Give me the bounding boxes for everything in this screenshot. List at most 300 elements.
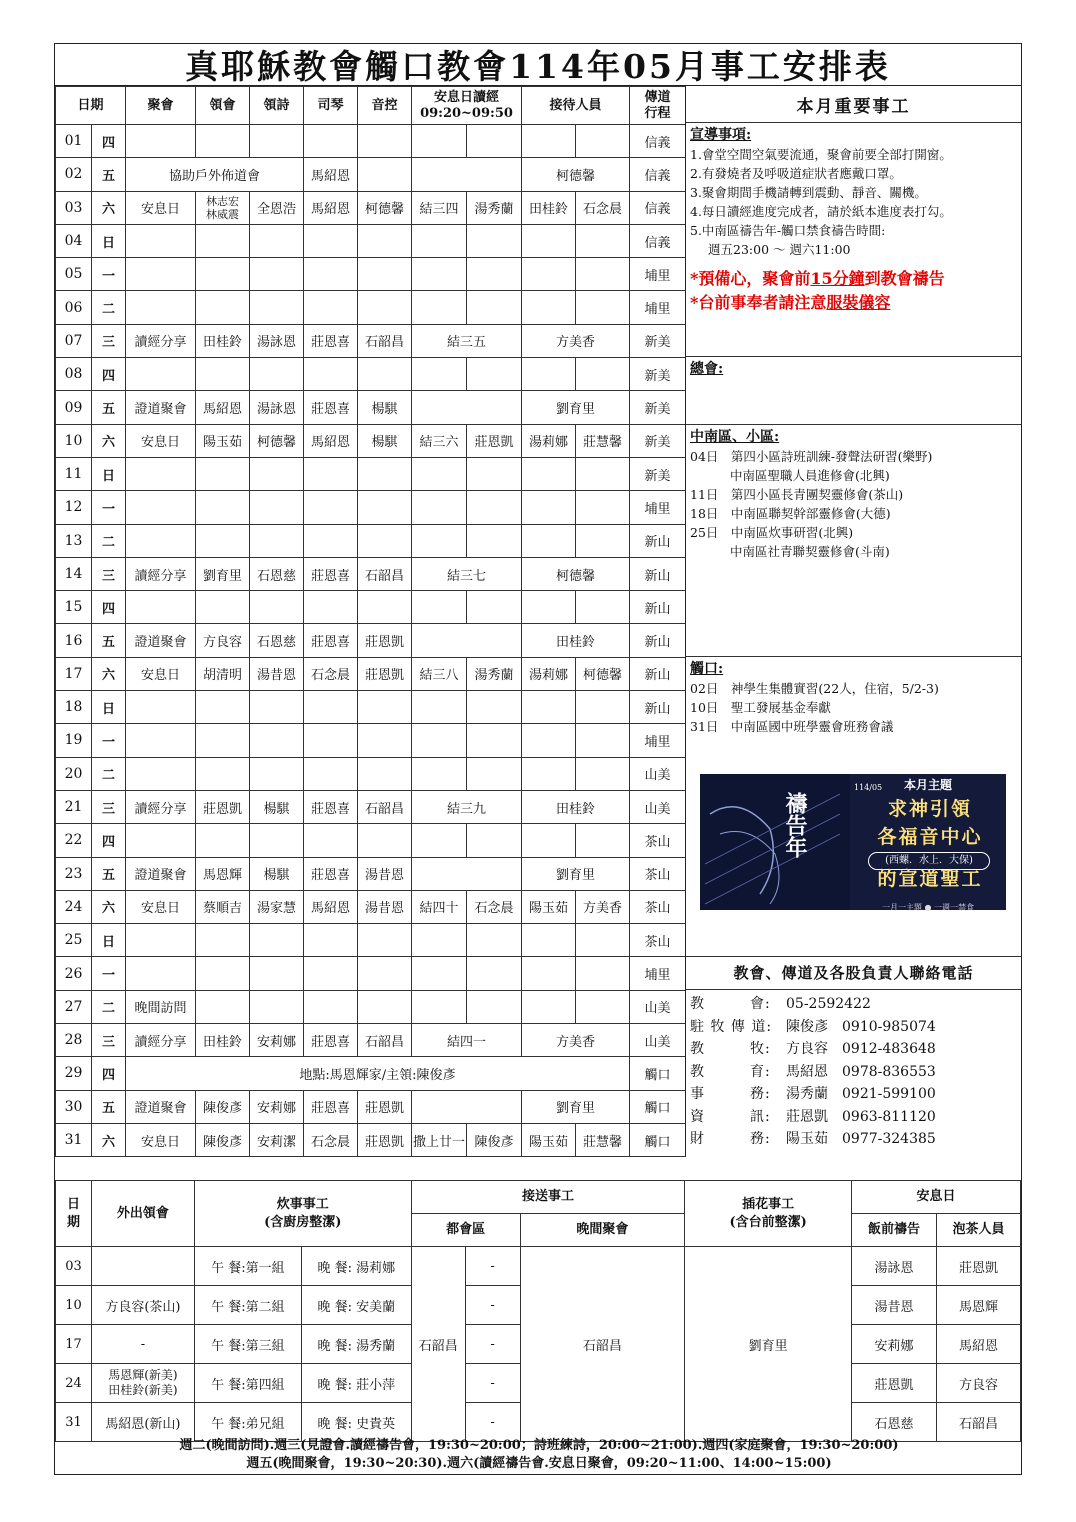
hymn-leader: 安莉潔 (250, 1123, 304, 1156)
contact-role: 財 務: (690, 1131, 771, 1147)
reception: 莊慧馨 (576, 1123, 630, 1156)
contact-value: 馬紹恩 0978-836553 (786, 1063, 936, 1080)
meal-prayer: 莊恩凱 (852, 1364, 937, 1403)
leader: 劉育里 (196, 557, 250, 590)
hymn-leader (250, 258, 304, 291)
sound-control: 石韶昌 (358, 324, 412, 357)
reading-chapter (412, 757, 467, 790)
reception (522, 990, 576, 1023)
reading-leader: 湯秀蘭 (467, 657, 522, 690)
local-event: 31日 中南區國中班學靈會班務會議 (690, 719, 894, 734)
reading-leader (467, 591, 522, 624)
reception (522, 957, 576, 990)
hymn-leader (250, 491, 304, 524)
hymn-leader (250, 457, 304, 490)
organist: 莊恩喜 (304, 324, 358, 357)
leader: 馬恩輝 (196, 857, 250, 890)
day-number: 10 (56, 424, 92, 457)
reading-chapter: 結四一 (412, 1024, 522, 1057)
hymn-leader: 湯家慧 (250, 890, 304, 923)
reading-chapter: 結三六 (412, 424, 467, 457)
announce-item: 5.中南區禱告年-觸口禁食禱告時間: (690, 223, 886, 238)
header-route: 傳道 行程 (630, 87, 686, 125)
meeting-type (126, 491, 196, 524)
organist (304, 224, 358, 257)
header-hymn: 領詩 (250, 87, 304, 125)
reading-leader (467, 491, 522, 524)
preacher-route: 茶山 (630, 824, 686, 857)
meal-prayer: 石恩慈 (852, 1403, 937, 1442)
schedule-row (56, 291, 686, 324)
city-transport: - (465, 1364, 520, 1403)
duty-header-city: 都會區 (411, 1214, 520, 1247)
organist (304, 358, 358, 391)
local-event: 02日 神學生集體實習(22人，住宿，5/2-3) (690, 681, 939, 696)
meeting-type: 安息日 (126, 424, 196, 457)
schedule-row (56, 491, 686, 524)
meal-prayer: 湯昔恩 (852, 1286, 937, 1325)
leader: 田桂鈴 (196, 324, 250, 357)
meeting-type (126, 224, 196, 257)
reception (576, 224, 630, 257)
preacher-route: 觸口 (630, 1090, 686, 1123)
banner-head: 本月主題 (903, 777, 952, 792)
sound-control: 石韶昌 (358, 557, 412, 590)
reception: 方美香 (522, 324, 630, 357)
reception (576, 724, 630, 757)
duty-header-transport: 接送事工 (411, 1181, 685, 1214)
day-number: 27 (56, 990, 92, 1023)
leader: 馬紹恩 (196, 391, 250, 424)
reception (576, 258, 630, 291)
leader: 胡清明 (196, 657, 250, 690)
weekday: 一 (92, 957, 126, 990)
preacher-route: 新美 (630, 424, 686, 457)
preacher-route: 新山 (630, 557, 686, 590)
local-title: 觸口: (690, 661, 724, 677)
leader (196, 691, 250, 724)
reception: 田桂鈴 (522, 624, 630, 657)
leader (196, 824, 250, 857)
duty-header-date: 日 期 (56, 1181, 92, 1247)
reception (522, 125, 576, 158)
schedule-row (56, 224, 686, 257)
hymn-leader: 湯昔恩 (250, 657, 304, 690)
announce-item: 2.有發燒者及呼吸道症狀者應戴口罩。 (690, 166, 902, 181)
tea-server: 方良容 (937, 1364, 1021, 1403)
meeting-type: 晚間訪問 (126, 990, 196, 1023)
leader (196, 491, 250, 524)
general-assembly-section (685, 357, 1021, 425)
schedule-row (56, 757, 686, 790)
day-number: 01 (56, 125, 92, 158)
lunch-duty: 午 餐:第三組 (194, 1325, 301, 1364)
contact-row (690, 1128, 1017, 1151)
day-number: 28 (56, 1024, 92, 1057)
meeting-type (126, 757, 196, 790)
sound-control (358, 757, 412, 790)
day-number: 20 (56, 757, 92, 790)
schedule-row (56, 890, 686, 923)
meeting-type: 安息日 (126, 191, 196, 224)
reception (522, 358, 576, 391)
schedule-row (56, 657, 686, 690)
meeting-type (126, 591, 196, 624)
schedule-row (56, 391, 686, 424)
hymn-leader (250, 924, 304, 957)
reading-chapter: 結四十 (412, 890, 467, 923)
reading-chapter (412, 957, 467, 990)
meeting-type (126, 691, 196, 724)
organist: 馬紹恩 (304, 890, 358, 923)
organist: 莊恩喜 (304, 557, 358, 590)
organist: 莊恩喜 (304, 624, 358, 657)
leader (196, 125, 250, 158)
organist (304, 591, 358, 624)
important-header: 本月重要事工 (685, 86, 1021, 123)
reception: 田桂鈴 (522, 790, 630, 823)
day-number: 11 (56, 457, 92, 490)
organist (304, 724, 358, 757)
hymn-leader (250, 957, 304, 990)
preacher-route: 新山 (630, 624, 686, 657)
reception: 陽玉茹 (522, 890, 576, 923)
organist (304, 957, 358, 990)
outside-leader: 方良容(茶山) (91, 1286, 194, 1325)
preacher-route: 新美 (630, 324, 686, 357)
reading-chapter (412, 391, 522, 424)
organist: 莊恩喜 (304, 857, 358, 890)
preacher-route: 新美 (630, 457, 686, 490)
reading-chapter: 結三五 (412, 324, 522, 357)
organist (304, 924, 358, 957)
reception (576, 757, 630, 790)
preacher-route: 茶山 (630, 890, 686, 923)
schedule-row (56, 424, 686, 457)
leader (196, 724, 250, 757)
header-piano: 司琴 (304, 87, 358, 125)
reception: 柯德馨 (522, 158, 630, 191)
contacts-section (685, 990, 1021, 1156)
header-date: 日期 (56, 87, 126, 125)
reception (576, 691, 630, 724)
preacher-route: 埔里 (630, 291, 686, 324)
schedule-row (56, 691, 686, 724)
sound-control: 楊騏 (358, 424, 412, 457)
weekday: 二 (92, 990, 126, 1023)
reading (412, 158, 522, 191)
reading-chapter: 結三九 (412, 790, 522, 823)
reading-leader (467, 457, 522, 490)
preacher-route: 新美 (630, 358, 686, 391)
dinner-duty: 晚 餐: 安美蘭 (301, 1286, 411, 1325)
hymn-leader: 湯詠恩 (250, 391, 304, 424)
meeting-type (126, 358, 196, 391)
city-transport: - (465, 1286, 520, 1325)
local-event: 10日 聖工發展基金奉獻 (690, 700, 831, 715)
leader: 蔡順吉 (196, 890, 250, 923)
day-number: 12 (56, 491, 92, 524)
reception: 田桂鈴 (522, 191, 576, 224)
leader: 陳俊彥 (196, 1090, 250, 1123)
preacher-route: 山美 (630, 757, 686, 790)
reception (522, 724, 576, 757)
contact-row (690, 1061, 1017, 1084)
hymn-leader: 楊騏 (250, 857, 304, 890)
leader: 田桂鈴 (196, 1024, 250, 1057)
reception (576, 291, 630, 324)
day-number: 08 (56, 358, 92, 391)
weekday: 一 (92, 258, 126, 291)
day-number: 23 (56, 857, 92, 890)
sound-control: 莊恩凱 (358, 624, 412, 657)
reception (522, 491, 576, 524)
weekday: 六 (92, 1123, 126, 1156)
reading-chapter (412, 724, 467, 757)
day-number: 25 (56, 924, 92, 957)
special-meeting: 協助戶外佈道會 (126, 158, 304, 191)
schedule-sheet (54, 43, 1022, 1475)
reading-chapter (412, 824, 467, 857)
day-number: 29 (56, 1057, 92, 1090)
reception: 方美香 (576, 890, 630, 923)
meeting-type (126, 125, 196, 158)
day-number: 13 (56, 524, 92, 557)
organist: 馬紹恩 (304, 424, 358, 457)
organist (304, 491, 358, 524)
tea-server: 馬紹恩 (937, 1325, 1021, 1364)
preacher-route: 信義 (630, 158, 686, 191)
reception (522, 924, 576, 957)
duty-date: 31 (56, 1403, 92, 1442)
reminder-prepare: *預備心，聚會前15分鐘到教會禱告 (690, 269, 945, 288)
meal-prayer: 安莉娜 (852, 1325, 937, 1364)
leader: 方良容 (196, 624, 250, 657)
meeting-type: 證道聚會 (126, 857, 196, 890)
sound-control (358, 924, 412, 957)
reading-chapter: 結三四 (412, 191, 467, 224)
day-number: 16 (56, 624, 92, 657)
reading-leader: 石念晨 (467, 890, 522, 923)
sound-control (358, 824, 412, 857)
day-number: 26 (56, 957, 92, 990)
organist: 馬紹恩 (304, 158, 358, 191)
schedule-row (56, 624, 686, 657)
tea-server: 馬恩輝 (937, 1286, 1021, 1325)
schedule-row (56, 957, 686, 990)
reception: 莊慧馨 (576, 424, 630, 457)
weekday: 一 (92, 724, 126, 757)
sound-control (358, 125, 412, 158)
schedule-row (56, 1123, 686, 1156)
schedule-header-row (56, 87, 686, 125)
reading-chapter (412, 224, 467, 257)
schedule-row (56, 790, 686, 823)
day-number: 22 (56, 824, 92, 857)
reception (522, 691, 576, 724)
reception (576, 125, 630, 158)
reception (522, 591, 576, 624)
region-event: 中南區聖職人員進修會(北興) (730, 468, 890, 483)
contact-value: 陽玉茹 0977-324385 (786, 1131, 936, 1147)
contact-role: 資 訊: (690, 1108, 771, 1125)
schedule-row (56, 924, 686, 957)
tea-server: 石韶昌 (937, 1403, 1021, 1442)
sound-control (358, 457, 412, 490)
reading-chapter (412, 457, 467, 490)
leader (196, 524, 250, 557)
banner-line3: 的宣道聖工 (877, 868, 983, 890)
hymn-leader (250, 990, 304, 1023)
reading-chapter (412, 358, 467, 391)
weekday: 六 (92, 191, 126, 224)
city-driver: 石韶昌 (411, 1247, 465, 1442)
contact-value: 方良容 0912-483648 (786, 1041, 936, 1057)
outside-leader: - (91, 1325, 194, 1364)
contact-role: 教 會: (690, 996, 771, 1012)
lunch-duty: 午 餐:第四組 (194, 1364, 301, 1403)
hymn-leader: 安莉娜 (250, 1090, 304, 1123)
reading-chapter (412, 691, 467, 724)
reading-leader (467, 291, 522, 324)
meeting-type (126, 524, 196, 557)
header-sound: 音控 (358, 87, 412, 125)
day-number: 31 (56, 1123, 92, 1156)
city-transport: - (465, 1325, 520, 1364)
contact-row (690, 1083, 1017, 1106)
sound-control: 莊恩凱 (358, 657, 412, 690)
outside-leader (91, 1247, 194, 1286)
leader (196, 591, 250, 624)
schedule-row (56, 857, 686, 890)
schedule-row (56, 524, 686, 557)
schedule-row (56, 990, 686, 1023)
schedule-table (55, 86, 686, 1157)
hymn-leader (250, 358, 304, 391)
leader (196, 924, 250, 957)
hymn-leader (250, 291, 304, 324)
header-reception: 接待人員 (522, 87, 630, 125)
preacher-route: 埔里 (630, 724, 686, 757)
duty-header-sabbath: 安息日 (852, 1181, 1021, 1214)
sound-control (358, 691, 412, 724)
meeting-type (126, 724, 196, 757)
meeting-type: 讀經分享 (126, 790, 196, 823)
preacher-route: 茶山 (630, 857, 686, 890)
preacher-route: 觸口 (630, 1057, 686, 1090)
day-number: 06 (56, 291, 92, 324)
duty-header-tea: 泡茶人員 (937, 1214, 1021, 1247)
contacts-title: 教會、傳道及各股負責人聯絡電話 (685, 957, 1021, 990)
reception: 石念晨 (576, 191, 630, 224)
weekday: 六 (92, 424, 126, 457)
reading-leader: 陳俊彥 (467, 1123, 522, 1156)
reception (576, 491, 630, 524)
reception: 柯德馨 (522, 557, 630, 590)
reception (522, 824, 576, 857)
announce-title: 宣導事項: (690, 127, 752, 143)
organist (304, 125, 358, 158)
hymn-leader: 柯德馨 (250, 424, 304, 457)
hymn-leader (250, 691, 304, 724)
meeting-type: 讀經分享 (126, 1024, 196, 1057)
reception: 柯德馨 (576, 657, 630, 690)
city-transport: - (465, 1247, 520, 1286)
banner-tag: 114/05 (854, 783, 883, 792)
weekday: 四 (92, 1057, 126, 1090)
reading-chapter (412, 125, 467, 158)
reading-leader (467, 724, 522, 757)
reception: 劉育里 (522, 391, 630, 424)
duty-header-evening: 晚間聚會 (520, 1214, 685, 1247)
dinner-duty: 晚 餐: 莊小萍 (301, 1364, 411, 1403)
duty-header-cook: 炊事事工 (含廚房整潔) (194, 1181, 411, 1247)
schedule-row (56, 324, 686, 357)
meeting-type (126, 291, 196, 324)
contact-role: 事 務: (690, 1086, 771, 1102)
day-number: 30 (56, 1090, 92, 1123)
contact-value: 05-2592422 (786, 996, 871, 1012)
footer-line1: 週二(晚間訪問).週三(見證會.讀經禱告會，19:30~20:00；詩班練詩，20:00~21:00).週四(家庭聚會，19:30~20:00) (179, 1438, 899, 1453)
reminder-attire: *台前事奉者請注意服裝儀容 (690, 293, 891, 312)
leader (196, 990, 250, 1023)
leader (196, 957, 250, 990)
weekday: 日 (92, 924, 126, 957)
weekday: 五 (92, 391, 126, 424)
organist (304, 824, 358, 857)
dinner-duty: 晚 餐: 湯莉娜 (301, 1247, 411, 1286)
header-leader: 領會 (196, 87, 250, 125)
weekday: 四 (92, 125, 126, 158)
reception: 陽玉茹 (522, 1123, 576, 1156)
day-number: 18 (56, 691, 92, 724)
reading-chapter (412, 624, 522, 657)
day-number: 04 (56, 224, 92, 257)
sound-control: 莊恩凱 (358, 1123, 412, 1156)
banner-big-text: 禱告年 (782, 792, 808, 858)
monthly-theme-banner (700, 774, 1006, 910)
reading-leader (467, 691, 522, 724)
contact-row (690, 1016, 1017, 1039)
reception: 劉育里 (522, 1090, 630, 1123)
weekday: 日 (92, 691, 126, 724)
leader (196, 291, 250, 324)
preacher-route: 新山 (630, 591, 686, 624)
organist: 莊恩喜 (304, 1090, 358, 1123)
sound-control: 湯昔恩 (358, 857, 412, 890)
organist: 莊恩喜 (304, 391, 358, 424)
contact-value: 陳俊彥 0910-985074 (786, 1018, 936, 1035)
reception (522, 757, 576, 790)
schedule-row (56, 1024, 686, 1057)
contact-role: 教 牧: (690, 1041, 771, 1057)
meeting-type (126, 957, 196, 990)
organist: 莊恩喜 (304, 1024, 358, 1057)
day-number: 02 (56, 158, 92, 191)
weekday: 一 (92, 491, 126, 524)
weekday: 三 (92, 1024, 126, 1057)
meeting-type (126, 824, 196, 857)
preacher-route: 新山 (630, 691, 686, 724)
reception (522, 524, 576, 557)
meeting-type: 證道聚會 (126, 391, 196, 424)
duty-table (55, 1180, 1021, 1442)
reception (576, 824, 630, 857)
city-transport: - (465, 1403, 520, 1442)
schedule-row (56, 1057, 686, 1090)
region-event: 04日 第四小區詩班訓練-發聲法研習(樂野) (690, 449, 933, 464)
page-title: 真耶穌教會觸口教會114年05月事工安排表 (55, 44, 1021, 86)
